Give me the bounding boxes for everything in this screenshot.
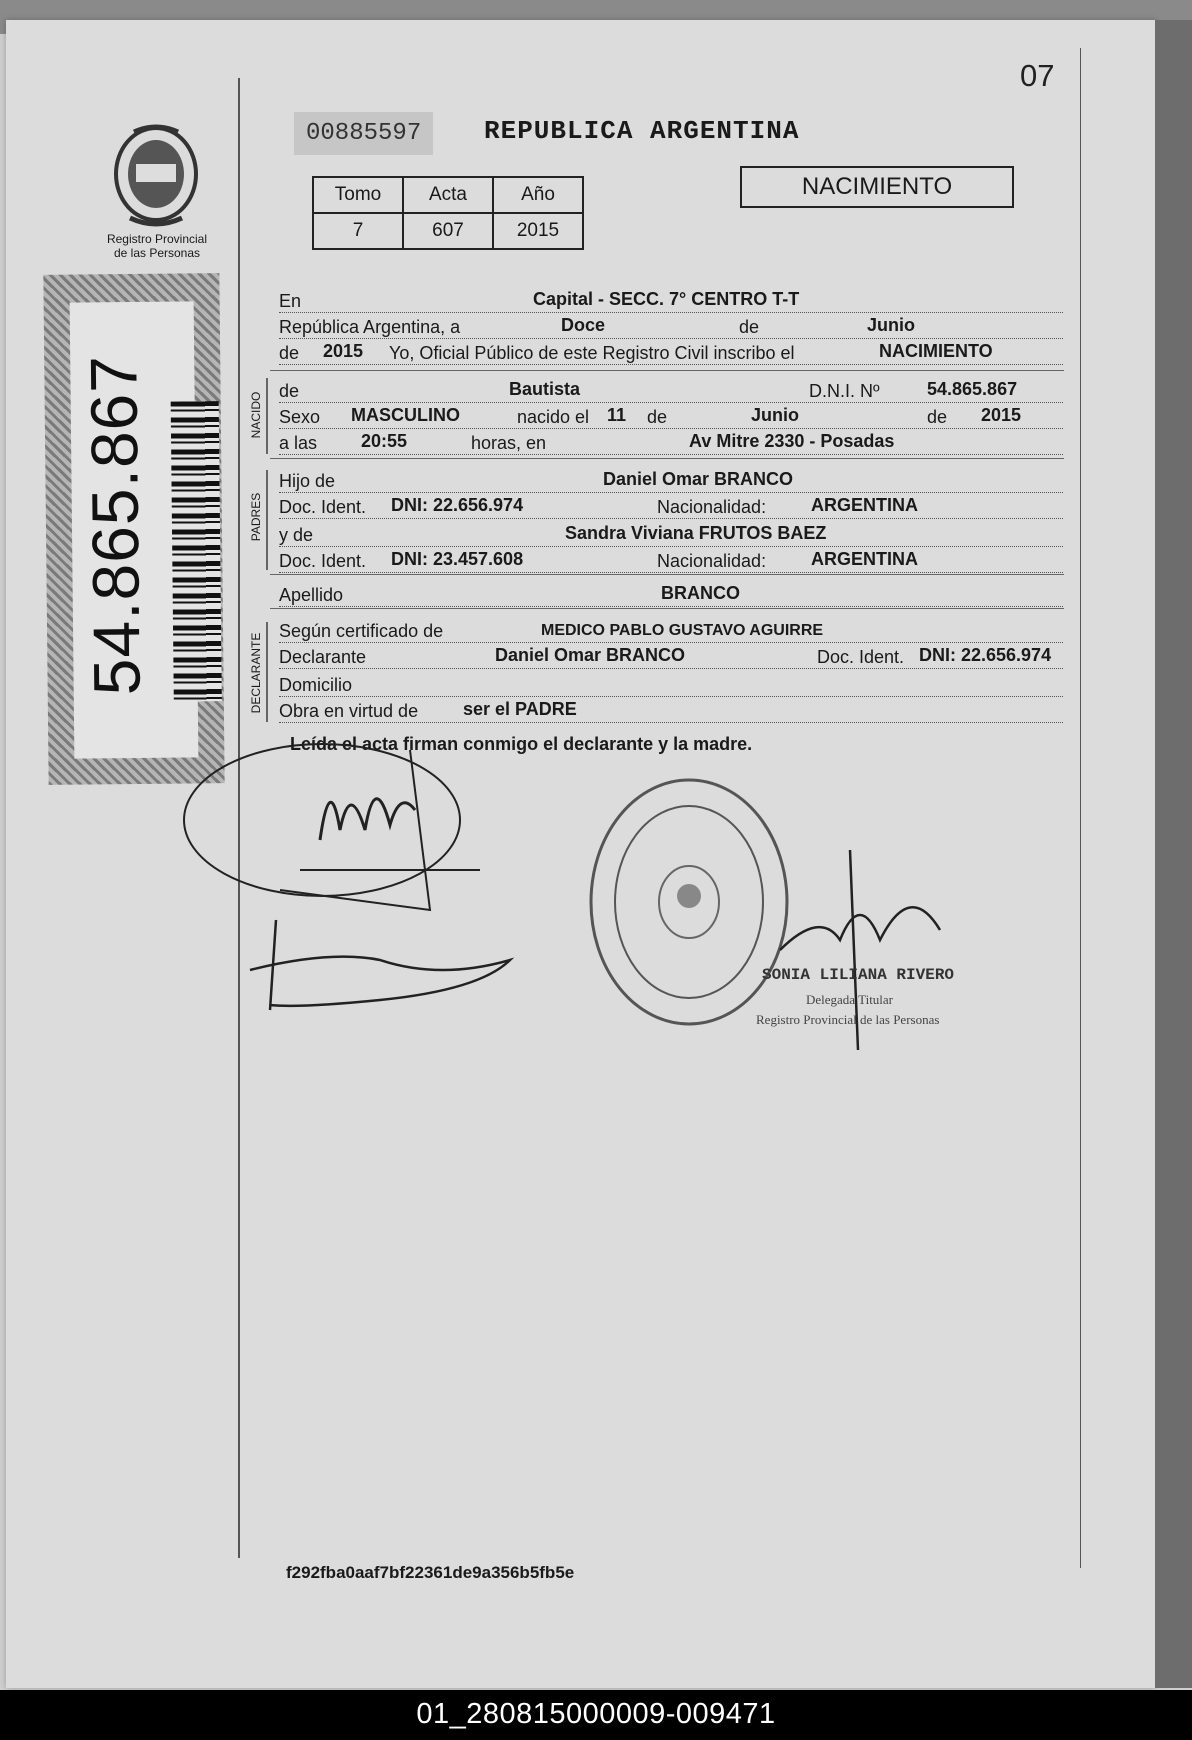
value-padre-doc: DNI: 22.656.974	[391, 495, 524, 515]
section-divider	[270, 370, 1064, 371]
label-de-anio: de	[927, 407, 948, 427]
row-yo	[279, 338, 1063, 365]
signatory-name: SONIA LILIANA RIVERO	[762, 966, 955, 984]
value-lugar: Capital - SECC. 7° CENTRO T-T	[533, 289, 800, 309]
value-dia: Doce	[561, 315, 606, 335]
label-sexo: Sexo	[279, 407, 321, 427]
document-hash: f292fba0aaf7bf22361de9a356b5fb5e	[286, 1563, 575, 1582]
label-segun: Según certificado de	[279, 621, 444, 641]
dni-sticker	[43, 273, 224, 785]
row-nombre	[279, 376, 1063, 403]
value-lugar-nac: Av Mitre 2330 - Posadas	[689, 431, 895, 451]
nacido-bracket	[266, 378, 268, 454]
label-doc-ident2: Doc. Ident.	[817, 647, 905, 667]
tomo-value: 7	[313, 213, 403, 249]
value-hora: 20:55	[361, 431, 408, 451]
registry-label	[92, 232, 222, 260]
row-hijo-de	[279, 466, 1063, 493]
value-nac-dia: 11	[607, 405, 627, 425]
padres-bracket	[266, 470, 268, 570]
row-republica	[279, 312, 1063, 339]
side-label-padres: PADRES	[249, 492, 263, 542]
act-type-box: NACIMIENTO	[740, 166, 1014, 208]
provincial-seal-icon	[110, 122, 202, 228]
value-acto: NACIMIENTO	[879, 341, 993, 361]
label-republica: República Argentina, a	[279, 317, 461, 337]
label-en: En	[279, 291, 302, 311]
value-nac-anio: 2015	[981, 405, 1022, 425]
anio-value: 2015	[493, 213, 583, 249]
value-padre-nac: ARGENTINA	[811, 495, 918, 515]
dni-sticker-inner	[70, 301, 199, 758]
label-a-las: a las	[279, 433, 318, 453]
section-divider	[270, 608, 1064, 609]
tomo-table	[312, 176, 584, 250]
scan-footer-id: 01_280815000009-009471	[416, 1698, 776, 1730]
label-declarante: Declarante	[279, 647, 367, 667]
dni-vertical-number: 54.865.867	[76, 354, 154, 696]
label-hijo-de: Hijo de	[279, 471, 336, 491]
registry-label-line1: Registro Provincial	[106, 232, 208, 246]
anio-header: Año	[493, 177, 583, 213]
reading-statement: Leída el acta firman conmigo el declarante y la madre.	[290, 734, 753, 754]
declarante-bracket	[266, 622, 268, 722]
value-obra: ser el PADRE	[463, 699, 577, 719]
acta-header: Acta	[403, 177, 493, 213]
serial-number: 00885597	[294, 112, 433, 155]
value-sexo: MASCULINO	[351, 405, 460, 425]
side-label-declarante: DECLARANTE	[249, 632, 263, 714]
value-nac-mes: Junio	[751, 405, 799, 425]
row-en	[279, 286, 1063, 313]
page-number: 07	[1020, 58, 1055, 93]
label-de: de	[739, 317, 760, 337]
label-doc-ident: Doc. Ident.	[279, 551, 367, 571]
label-nacionalidad: Nacionalidad:	[657, 551, 767, 571]
label-de-name: de	[279, 381, 300, 401]
handwritten-signatures-icon	[180, 730, 980, 1060]
value-nombre: Bautista	[509, 379, 581, 399]
label-doc-ident: Doc. Ident.	[279, 497, 367, 517]
label-y-de: y de	[279, 525, 314, 545]
side-label-nacido: NACIDO	[249, 391, 263, 439]
tomo-table-value-row	[313, 213, 583, 249]
scan-footer-bar	[0, 1690, 1192, 1740]
row-apellido	[279, 580, 1063, 607]
value-mes: Junio	[867, 315, 915, 335]
row-y-de	[279, 520, 1063, 547]
label-nacionalidad: Nacionalidad:	[657, 497, 767, 517]
right-margin-rule	[1080, 48, 1081, 1568]
value-declarante: Daniel Omar BRANCO	[495, 645, 686, 665]
value-certificado: MEDICO PABLO GUSTAVO AGUIRRE	[541, 622, 824, 639]
row-segun	[279, 616, 1063, 643]
label-nacido-el: nacido el	[517, 407, 590, 427]
section-divider	[270, 458, 1064, 459]
row-madre-doc	[279, 546, 1063, 573]
label-obra: Obra en virtud de	[279, 701, 419, 721]
row-declarante	[279, 642, 1063, 669]
row-padre-doc	[279, 492, 1063, 519]
signatory-role: Delegada Titular	[806, 992, 894, 1007]
registry-label-line2: de las Personas	[113, 246, 201, 260]
value-apellido: BRANCO	[661, 583, 740, 603]
tomo-table-header-row	[313, 177, 583, 213]
value-dni: 54.865.867	[927, 379, 1018, 399]
value-anio: 2015	[323, 341, 364, 361]
value-madre-doc: DNI: 23.457.608	[391, 549, 524, 569]
row-domicilio	[279, 670, 1063, 697]
label-horas-en: horas, en	[471, 433, 547, 453]
label-apellido: Apellido	[279, 585, 344, 605]
label-dni-no: D.N.I. Nº	[809, 381, 880, 401]
label-yo: Yo, Oficial Público de este Registro Civil inscribo el	[389, 343, 795, 363]
value-madre-nac: ARGENTINA	[811, 549, 918, 569]
signatory-registry: Registro Provincial de las Personas	[756, 1012, 940, 1027]
tomo-header: Tomo	[313, 177, 403, 213]
value-madre: Sandra Viviana FRUTOS BAEZ	[565, 523, 827, 543]
barcode	[171, 401, 222, 701]
row-obra	[279, 696, 1063, 723]
scan-right-border	[1155, 20, 1192, 1688]
acta-value: 607	[403, 213, 493, 249]
value-declarante-doc: DNI: 22.656.974	[919, 645, 1052, 665]
document-title: REPUBLICA ARGENTINA	[484, 116, 800, 146]
row-hora	[279, 428, 1063, 455]
row-sexo	[279, 402, 1063, 429]
section-divider	[270, 574, 1064, 575]
label-domicilio: Domicilio	[279, 675, 353, 695]
value-padre: Daniel Omar BRANCO	[603, 469, 794, 489]
label-de2: de	[279, 343, 300, 363]
label-de-mes: de	[647, 407, 668, 427]
